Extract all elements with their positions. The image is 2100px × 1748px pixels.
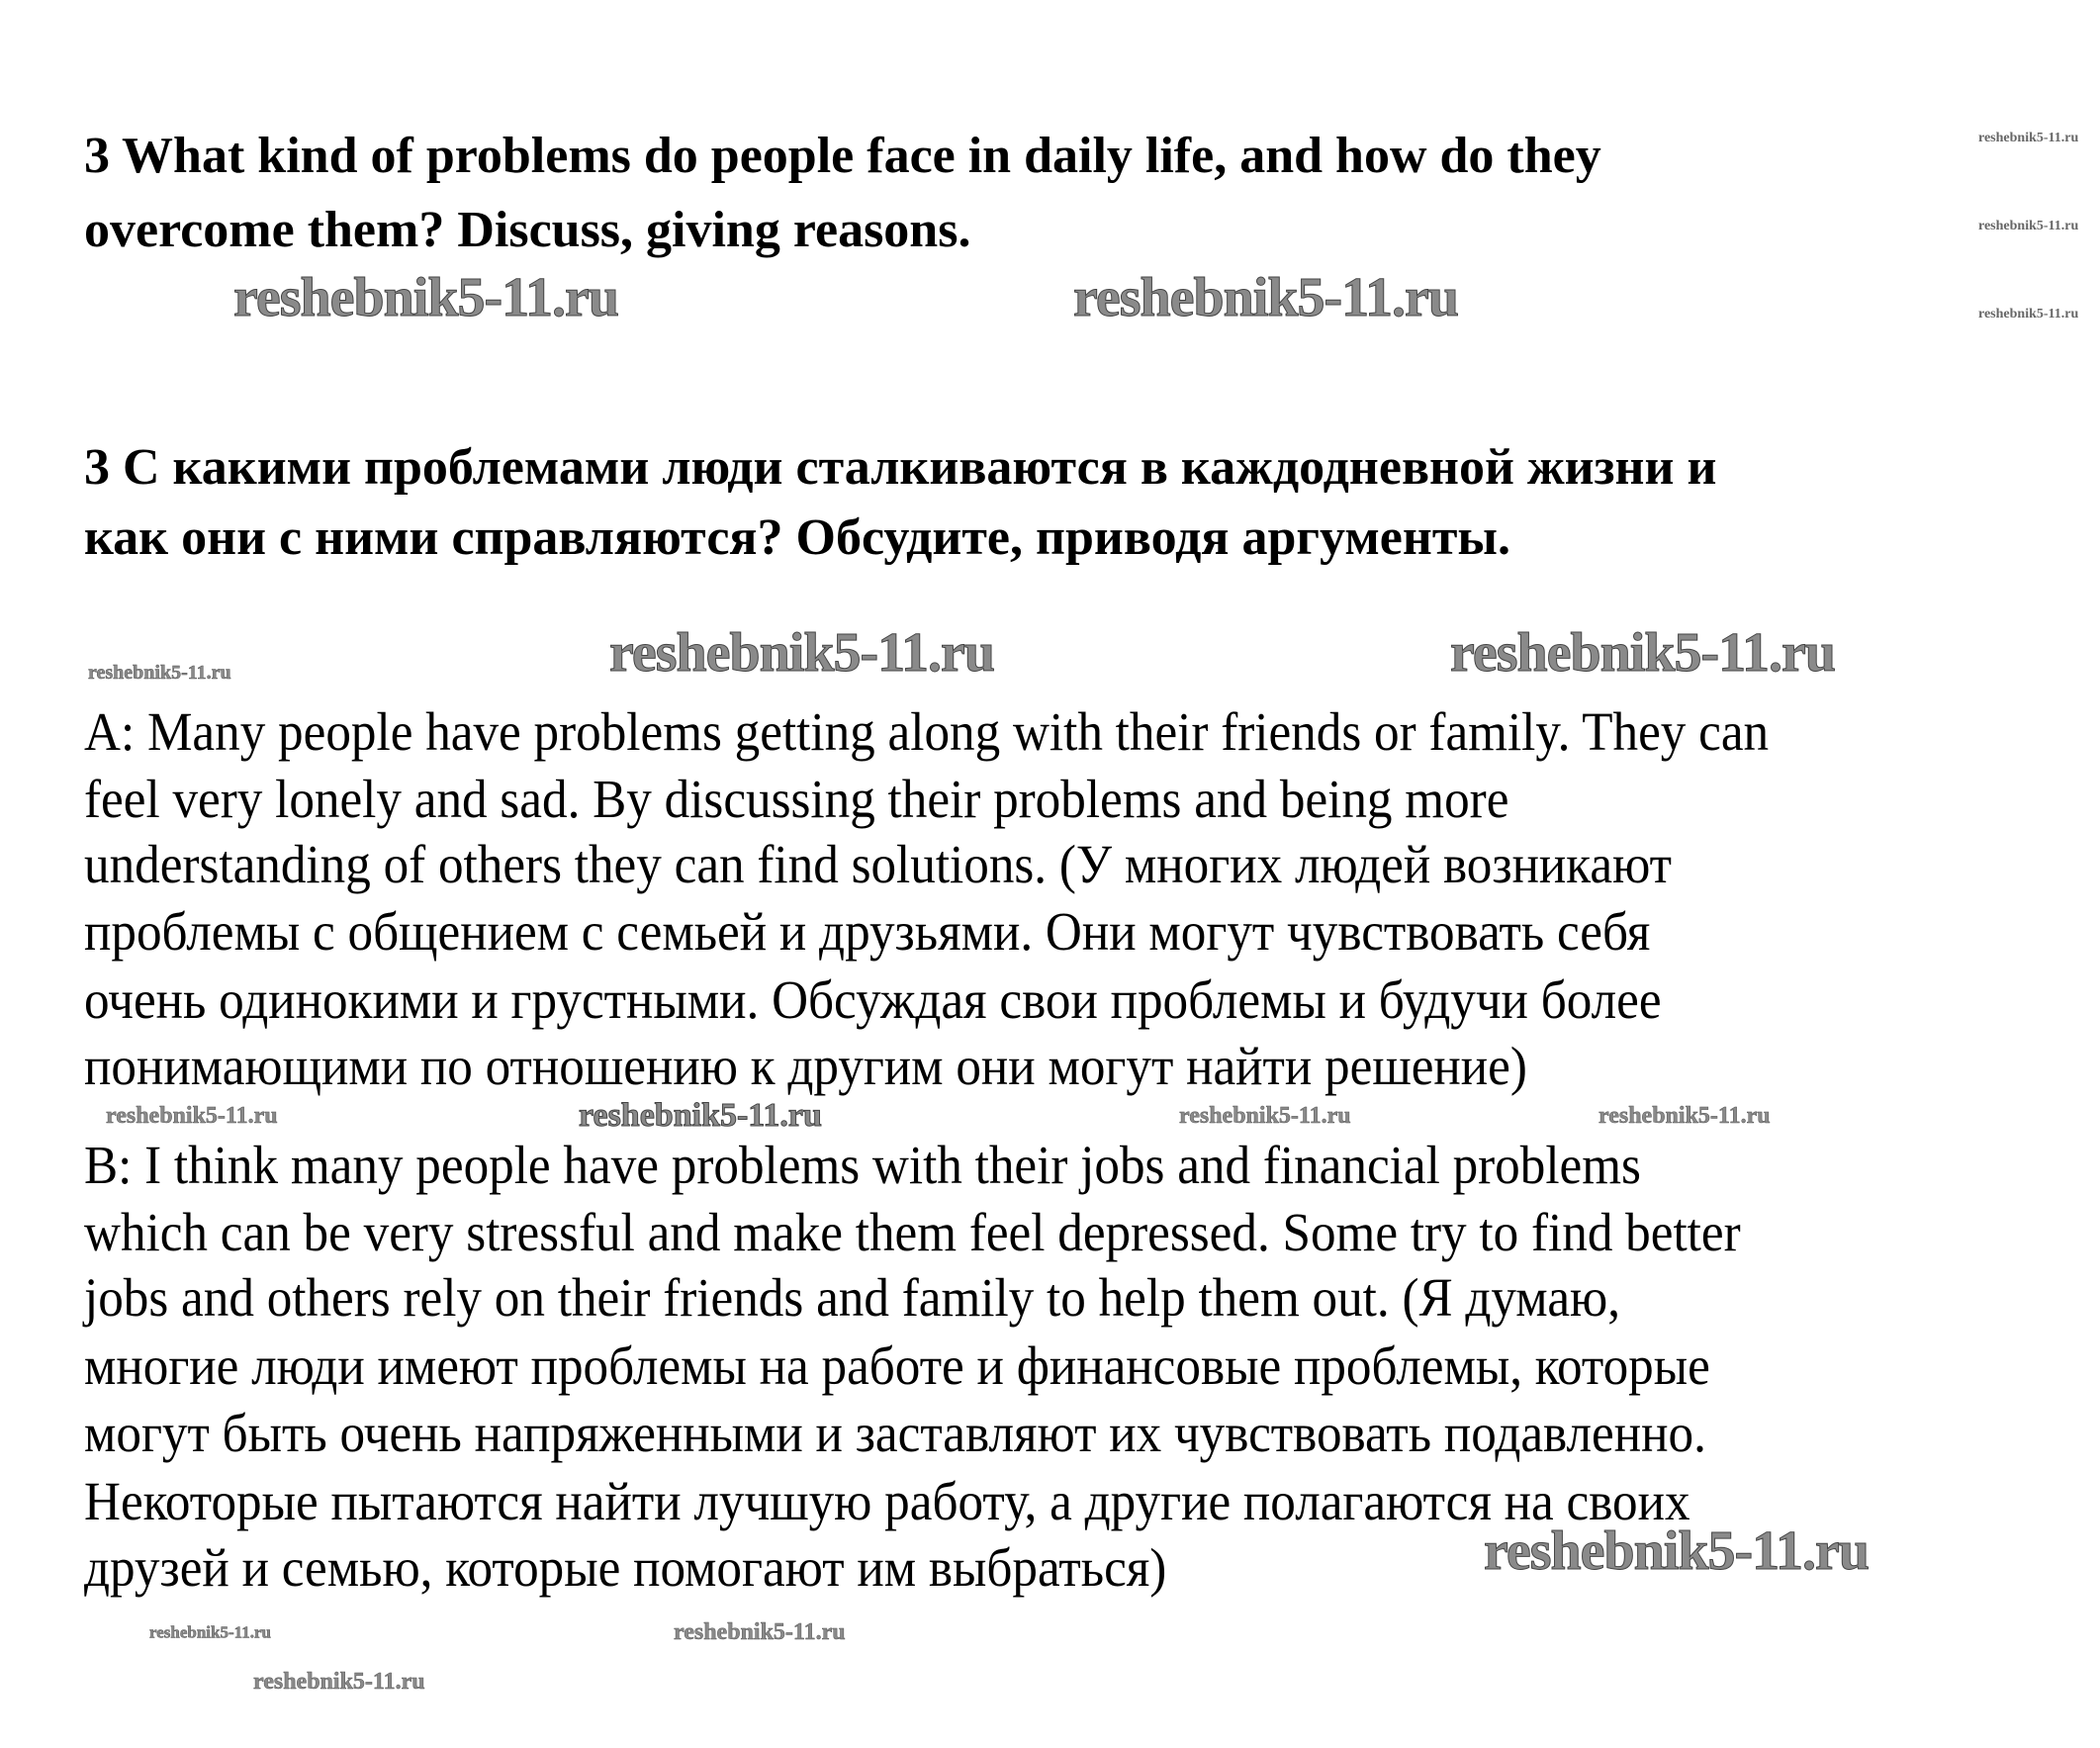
answer-b-line: друзей и семью, которые помогают им выбраться) [84,1537,1167,1598]
answer-a-line: понимающими по отношению к другим они могут найти решение) [84,1036,1527,1096]
answer-b-line: jobs and others rely on their friends and family to help them out. (Я думаю, [84,1267,1621,1328]
watermark: reshebnik5-11.ru [1598,1103,1771,1129]
watermark: reshebnik5-11.ru [674,1619,846,1645]
watermark: reshebnik5-11.ru [579,1097,822,1134]
task-ru-line-2: как они с ними справляются? Обсудите, приводя аргументы. [84,509,1510,566]
answer-b-line: Некоторые пытаются найти лучшую работу, а другие полагаются на своих [84,1471,1690,1531]
watermark: reshebnik5-11.ru [1978,219,2079,233]
answer-a-line: understanding of others they can find solutions. (У многих людей возникают [84,834,1672,894]
watermark: reshebnik5-11.ru [106,1103,278,1129]
watermark: reshebnik5-11.ru [253,1669,425,1695]
watermark: reshebnik5-11.ru [149,1622,271,1642]
watermark: reshebnik5-11.ru [1484,1520,1870,1582]
watermark: reshebnik5-11.ru [1450,622,1836,684]
answer-b-line: B: I think many people have problems with their jobs and financial problems [84,1135,1641,1195]
answer-b-line: многие люди имеют проблемы на работе и финансовые проблемы, которые [84,1335,1710,1396]
task-ru-line-1: 3 С какими проблемами люди сталкиваются в каждодневной жизни и [84,439,1717,496]
answer-b-line: могут быть очень напряженными и заставляют их чувствовать подавленно. [84,1403,1706,1463]
watermark: reshebnik5-11.ru [1978,307,2079,322]
answer-a-line: проблемы с общением с семьей и друзьями. Они могут чувствовать себя [84,901,1651,962]
watermark: reshebnik5-11.ru [609,622,995,684]
task-en-line-2: overcome them? Discuss, giving reasons. [84,202,971,258]
answer-b-line: which can be very stressful and make them feel depressed. Some try to find better [84,1202,1741,1262]
watermark: reshebnik5-11.ru [1073,267,1459,328]
answer-a-line: очень одинокими и грустными. Обсуждая свои проблемы и будучи более [84,969,1662,1030]
answer-a-line: feel very lonely and sad. By discussing their problems and being more [84,769,1509,829]
answer-a-line: A: Many people have problems getting along with their friends or family. They can [84,701,1770,762]
watermark: reshebnik5-11.ru [1978,131,2079,145]
watermark: reshebnik5-11.ru [88,662,231,684]
watermark: reshebnik5-11.ru [1179,1103,1351,1129]
watermark: reshebnik5-11.ru [233,267,619,328]
task-en-line-1: 3 What kind of problems do people face in daily life, and how do they [84,128,1601,184]
